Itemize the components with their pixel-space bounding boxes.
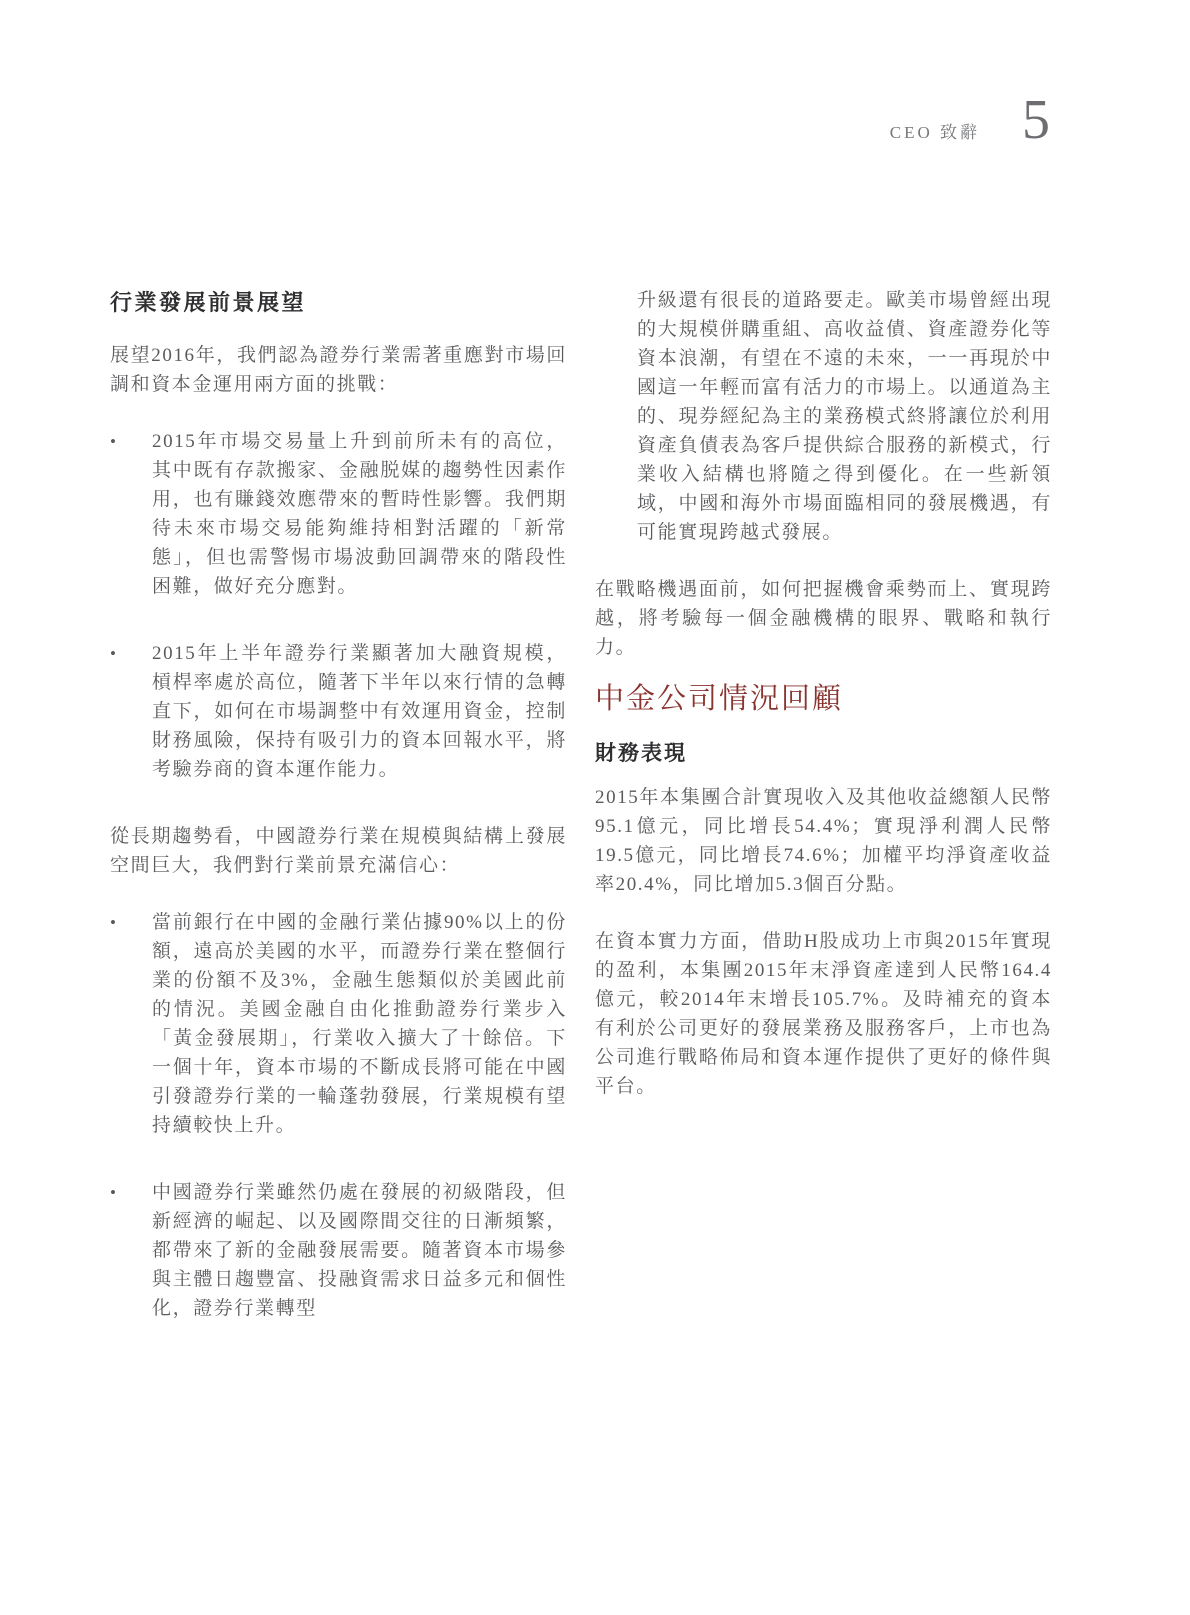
long-term-trend-paragraph: 從長期趨勢看，中國證券行業在規模與結構上發展空間巨大，我們對行業前景充滿信心： — [110, 826, 567, 876]
bullet-leverage-text: 2015年上半年證券行業顯著加大融資規模，槓桿率處於高位，隨著下半年以來行情的急轉直下，如何在市場調整中有效運用資金，控制財務風險，保持有吸引力的資本回報水平，將考驗券商的資本運作能力。 — [152, 643, 567, 780]
content-columns — [110, 286, 1052, 1361]
right-column — [595, 286, 1052, 1361]
page-header — [889, 89, 1050, 151]
bullet-trading-volume — [110, 427, 567, 601]
bullet-dot-icon: • — [110, 644, 116, 663]
bullet-industry-stage-text: 中國證券行業雖然仍處在發展的初級階段，但新經濟的崛起、以及國際間交往的日漸頻繁，都帶來了新的金融發展需要。隨著資本市場參與主體日趨豐富、投融資需求日益多元和個性化，證券行業轉型 — [152, 1182, 567, 1319]
bullet-dot-icon: • — [110, 432, 116, 451]
left-column — [110, 286, 567, 1361]
strategy-paragraph: 在戰略機遇面前，如何把握機會乘勢而上、實現跨越，將考驗每一個金融機構的眼界、戰略和執行力。 — [595, 579, 1052, 658]
industry-outlook-heading: 行業發展前景展望 — [110, 290, 307, 315]
outlook-intro-paragraph: 展望2016年，我們認為證券行業需著重應對市場回調和資本金運用兩方面的挑戰： — [110, 345, 567, 395]
bullet-trading-volume-text: 2015年市場交易量上升到前所未有的高位，其中既有存款搬家、金融脱媒的趨勢性因素作用，也有賺錢效應帶來的暫時性影響。我們期待未來市場交易能夠維持相對活躍的「新常態」，但也需警惕市場波動回調帶來的階段性困難，做好充分應對。 — [152, 431, 567, 597]
bullet-industry-stage — [110, 1178, 567, 1323]
capital-strength-paragraph: 在資本實力方面，借助H股成功上市與2015年實現的盈利，本集團2015年末淨資產達到人民幣164.4億元，較2014年末增長105.7%。及時補充的資本有利於公司更好的發展業務及服務客戶，上市也為公司進行戰略佈局和資本運作提供了更好的條件與平台。 — [595, 931, 1052, 1097]
financial-performance-subheading: 財務表現 — [595, 741, 687, 765]
bullet-bank-share-text: 當前銀行在中國的金融行業佔據90%以上的份額，遠高於美國的水平，而證券行業在整個行業的份額不及3%，金融生態類似於美國此前的情況。美國金融自由化推動證券行業步入「黃金發展期」，行業收入擴大了十餘倍。下一個十年，資本市場的不斷成長將可能在中國引發證券行業的一輪蓬勃發展，行業規模有望持續較快上升。 — [152, 912, 567, 1136]
finance-results-paragraph: 2015年本集團合計實現收入及其他收益總額人民幣95.1億元，同比增長54.4%；實現淨利潤人民幣19.5億元，同比增長74.6%；加權平均淨資產收益率20.4%，同比增加5.3個百分點。 — [595, 787, 1052, 895]
bullet-leverage — [110, 639, 567, 784]
bullet-dot-icon: • — [110, 1183, 116, 1202]
bullet-bank-share — [110, 908, 567, 1140]
cicc-review-heading: 中金公司情況回顧 — [595, 683, 844, 715]
chapter-label: CEO 致辭 — [889, 123, 980, 142]
page-number: 5 — [1022, 89, 1050, 151]
continuation-paragraph: 升級還有很長的道路要走。歐美市場曾經出現的大規模併購重組、高收益債、資產證券化等資本浪潮，有望在不遠的未來，一一再現於中國這一年輕而富有活力的市場上。以通道為主的、現券經紀為主的業務模式終將讓位於利用資產負債表為客戶提供綜合服務的新模式，行業收入結構也將隨之得到優化。在一些新領域，中國和海外市場面臨相同的發展機遇，有可能實現跨越式發展。 — [637, 290, 1052, 543]
bullet-dot-icon: • — [110, 913, 116, 932]
